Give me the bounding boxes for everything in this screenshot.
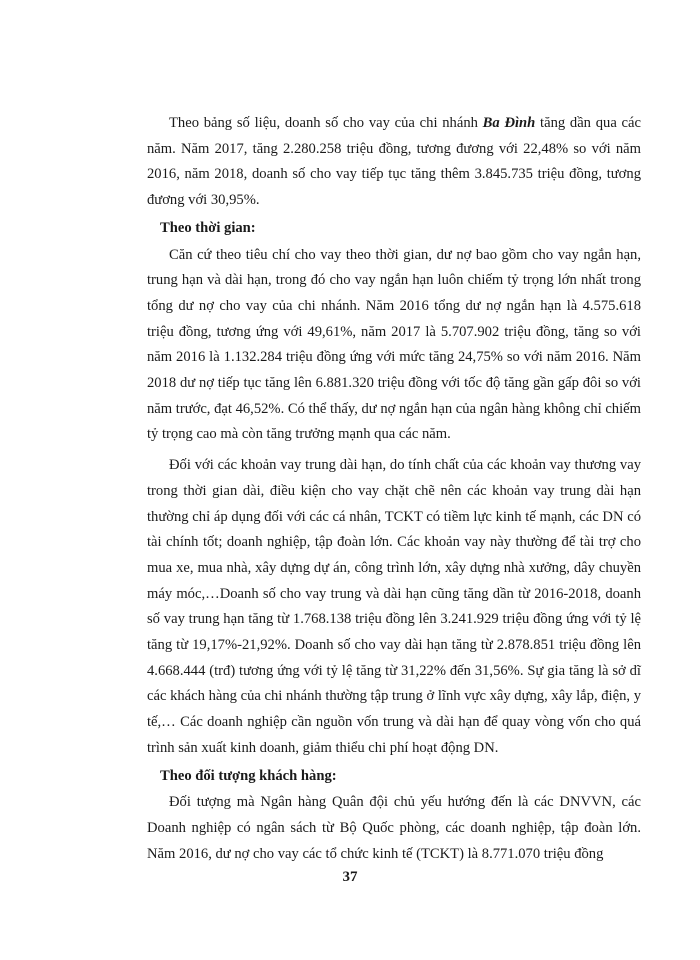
paragraph-customer-segments: Đối tượng mà Ngân hàng Quân đội chủ yếu hướng đến là các DNVVN, các Doanh nghiệp có ngân sách từ Bộ Quốc phòng, các doanh nghiệp, tập đoàn lớn. Năm 2016, dư nợ cho vay các tổ chức kinh tế (TCKT) là 8.771.070 triệu đồng [147,794,641,862]
body-text [147,111,641,867]
page-number: 37 [342,869,358,885]
paragraph-short-term: Căn cứ theo tiêu chí cho vay theo thời gian, dư nợ bao gồm cho vay ngắn hạn, trung hạn và dài hạn, trong đó cho vay ngắn hạn luôn chiếm tỷ trọng lớn nhất trong tổng dư nợ cho vay của chi nhánh. Năm 2016 tổng dư nợ ngắn hạn là 4.575.618 triệu đồng, tương ứng với 49,61%, năm 2017 là 5.707.902 triệu đồng, tăng so với năm 2016 là 1.132.284 triệu đồng ứng với mức tăng 24,75% so với năm 2016. Năm 2018 dư nợ tiếp tục tăng lên 6.881.320 triệu đồng với tốc độ tăng gần gấp đôi so với năm trước, đạt 46,52%. Có thể thấy, dư nợ ngắn hạn của ngân hàng không chỉ chiếm tỷ trọng cao mà còn tăng trưởng mạnh qua các năm. [147,246,641,443]
paragraph-medium-long-term: Đối với các khoản vay trung dài hạn, do tính chất của các khoản vay thương vay trong thời gian dài, điều kiện cho vay chặt chẽ nên các khoản vay trung dài hạn thường chỉ áp dụng đối với các cá nhân, TCKT có tiềm lực kinh tế mạnh, các DN có tài chính tốt; doanh nghiệp, tập đoàn lớn. Các khoản vay này thường để tài trợ cho mua xe, mua nhà, xây dựng dự án, công trình lớn, xây dựng nhà xưởng, dây chuyền máy móc,…Doanh số cho vay trung và dài hạn cũng tăng dần từ 2016-2018, doanh số vay trung hạn tăng từ 1.768.138 triệu đồng lên 3.241.929 triệu đồng ứng với tỷ lệ tăng từ 19,17%-21,92%. Doanh số cho vay dài hạn tăng từ 2.878.851 triệu đồng lên 4.668.444 (trđ) tương ứng với tỷ lệ tăng từ 31,22% đến 31,56%. Sự gia tăng là sở dĩ các khách hàng của chi nhánh thường tập trung ở lĩnh vực xây dựng, xây lắp, điện, y tế,… Các doanh nghiệp cần nguồn vốn trung và dài hạn để quay vòng vốn cho quá trình sản xuất kinh doanh, giảm thiểu chi phí hoạt động DN. [147,457,641,756]
paragraph-lending-growth [147,111,641,214]
branch-name: Ba Đình [482,115,536,131]
paragraph-text: tăng dần qua các năm. Năm 2017, tăng 2.280.258 triệu đồng, tương đương với 22,48% so với năm 2016, năm 2018, doanh số cho vay tiếp tục tăng thêm 3.845.735 triệu đồng, tương đương với 30,95%. [147,115,641,209]
paragraph-text: Theo bảng số liệu, doanh số cho vay của chi nhánh [169,115,483,131]
heading-by-customer: Theo đối tượng khách hàng: [160,767,337,784]
heading-by-time: Theo thời gian: [160,219,256,236]
